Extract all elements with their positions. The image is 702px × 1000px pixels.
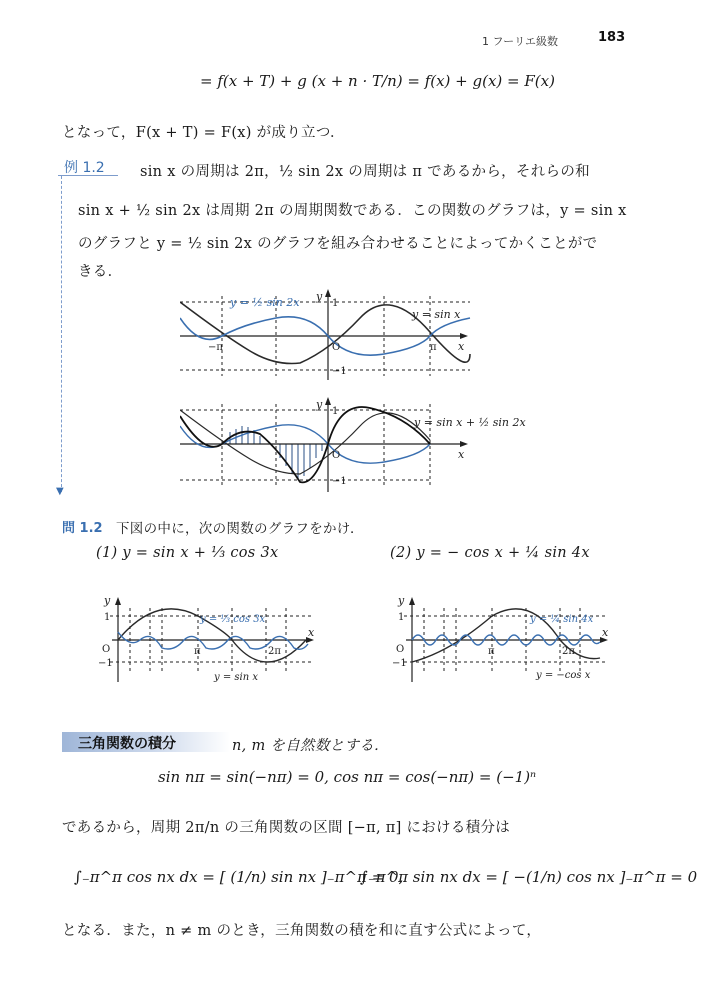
label-sin-x: y = sin x: [214, 672, 258, 683]
tick-one: 1: [398, 612, 405, 623]
y-axis-arrow: [409, 597, 415, 605]
curve-sin-x: [180, 410, 430, 474]
origin-label: O: [332, 342, 341, 353]
y-axis-arrow: [115, 597, 121, 605]
section-title: 三角関数の積分: [78, 736, 176, 752]
example-bracket-line: [61, 176, 62, 492]
example-text-line1: sin x の周期は 2π，½ sin 2x の周期は π であるから，それらの和: [140, 164, 590, 180]
problem-item-2: (2) y = − cos x + ¼ sin 4x: [390, 545, 590, 561]
example-label: 例 1.2: [64, 160, 105, 176]
graph-sin-and-half-sin2x: [180, 288, 480, 383]
tick-neg-one: −1: [98, 658, 113, 669]
x-axis-label: x: [308, 626, 315, 639]
section-intro: n, m を自然数とする．: [232, 738, 389, 754]
tick-one: 1: [104, 612, 111, 623]
example-bracket-arrow: ▼: [56, 486, 64, 497]
y-axis-label: y: [316, 398, 323, 411]
page-number: 183: [598, 30, 626, 45]
x-axis-label: x: [458, 448, 465, 461]
example-text-line3: のグラフと y = ½ sin 2x のグラフを組み合わせることによってかくことがで: [78, 236, 598, 252]
label-half-sin2x: y = ½ sin 2x: [230, 296, 300, 309]
graph-problem-2: [390, 592, 620, 692]
x-axis-arrow: [460, 333, 468, 339]
problem-text: 下図の中に，次の関数のグラフをかけ．: [116, 521, 364, 537]
graph-problem-1: [96, 592, 326, 692]
y-axis-arrow: [325, 397, 331, 405]
y-axis-label: y: [398, 594, 405, 607]
equation-integral-cos: ∫₋π^π cos nx dx = [ (1/n) sin nx ]₋π^π = 0,: [74, 868, 404, 886]
y-axis-arrow: [325, 289, 331, 297]
equation-top: = f(x + T) + g (x + n · T/n) = f(x) + g(x) = F(x): [200, 72, 555, 90]
tick-pi: π: [488, 646, 495, 657]
graph-sum-curve: [180, 396, 560, 496]
text-period: であるから，周期 2π/n の三角関数の区間 [−π, π] における積分は: [62, 820, 511, 836]
tick-neg-one: −1: [332, 366, 347, 377]
origin-label: O: [396, 644, 405, 655]
problem-item-1: (1) y = sin x + ⅓ cos 3x: [96, 545, 279, 561]
chapter-title: 1 フーリエ級数: [482, 35, 558, 48]
label-cos3x: y = ⅓ cos 3x: [200, 614, 266, 625]
tick-pi: π: [430, 342, 437, 353]
tick-one: 1: [332, 298, 339, 309]
tick-pi: π: [194, 646, 201, 657]
x-axis-label: x: [602, 626, 609, 639]
equation-sin-cos-npi: sin nπ = sin(−nπ) = 0, cos nπ = cos(−nπ) = (−1)ⁿ: [158, 768, 537, 786]
tick-two-pi: 2π: [562, 646, 575, 657]
x-axis-arrow: [460, 441, 468, 447]
x-axis-label: x: [458, 340, 465, 353]
label-sin-x: y = sin x: [412, 308, 461, 321]
tick-neg-pi: −π: [208, 342, 223, 353]
example-text-line4: きる．: [78, 264, 123, 280]
label-sin4x: y = ¼ sin 4x: [530, 614, 594, 625]
y-axis-label: y: [316, 290, 323, 303]
y-axis-label: y: [104, 594, 111, 607]
origin-label: O: [102, 644, 111, 655]
tick-two-pi: 2π: [268, 646, 281, 657]
label-neg-cos-x: y = −cos x: [536, 670, 591, 681]
problem-label: 問 1.2: [62, 521, 103, 536]
equation-integral-sin: ∫₋π^π sin nx dx = [ −(1/n) cos nx ]₋π^π = 0: [360, 868, 698, 886]
tick-neg-one: −1: [332, 476, 347, 487]
label-sum: y = sin x + ½ sin 2x: [414, 416, 526, 429]
tick-neg-one: −1: [392, 658, 407, 669]
tick-one: 1: [332, 406, 339, 417]
origin-label: O: [332, 450, 341, 461]
text-final: となる．また，n ≠ m のとき，三角関数の積を和に直す公式によって，: [62, 923, 542, 939]
example-text-line2: sin x + ½ sin 2x は周期 2π の周期関数である．この関数のグラフは，y = sin x: [78, 203, 627, 219]
text-line-conclusion: となって，F(x + T) = F(x) が成り立つ．: [62, 125, 345, 141]
